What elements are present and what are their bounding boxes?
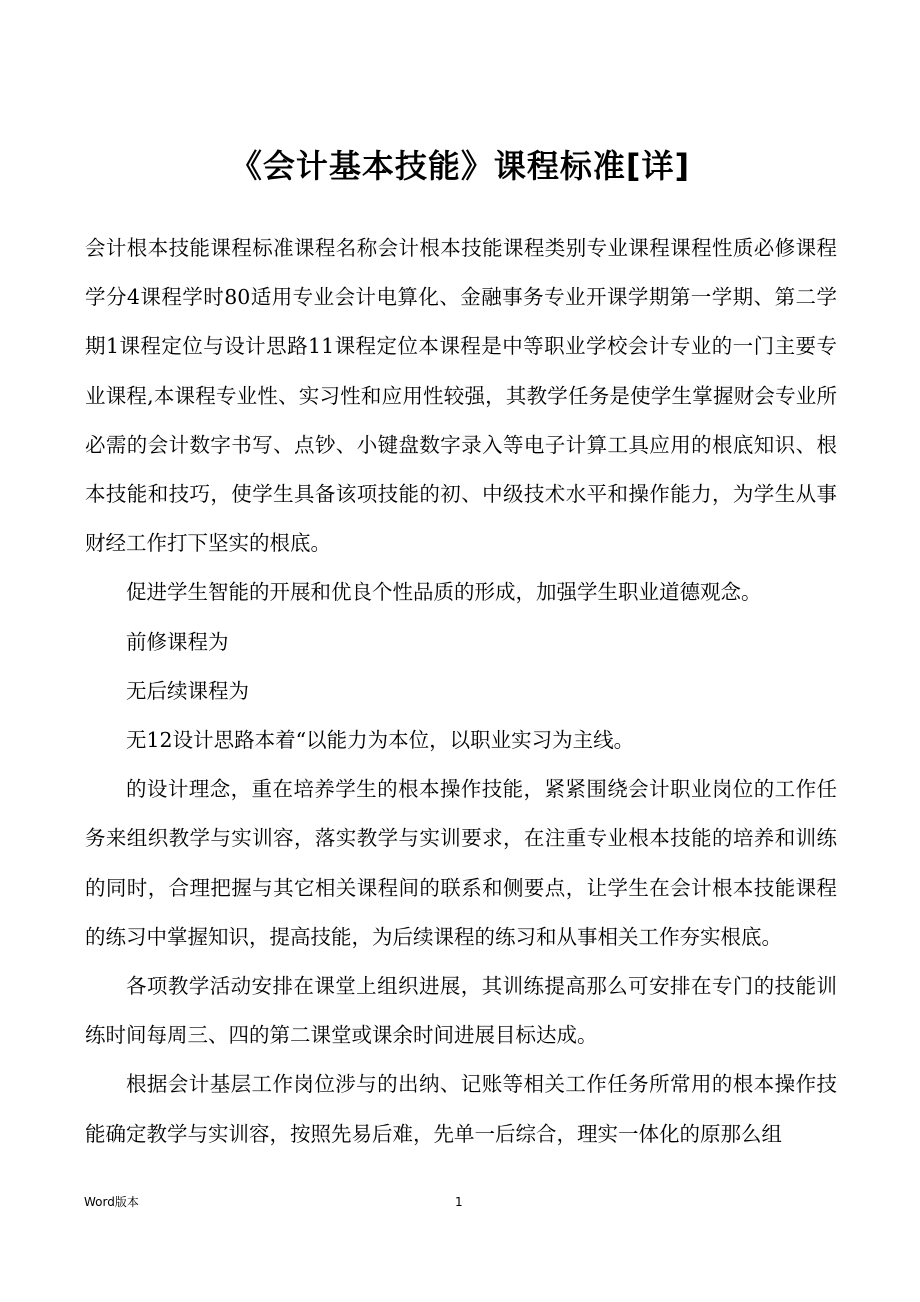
paragraph-follow-up: 无后续课程为 [126, 678, 249, 703]
paragraph-design-approach: 无12设计思路本着“以能力为本位，以职业实习为主线。 [126, 728, 635, 753]
footer-page-number: 1 [455, 1195, 463, 1209]
document-title: 《会计基本技能》课程标准[详] [229, 147, 691, 185]
paragraph-content-basis: 根据会计基层工作岗位涉与的出纳、记账等相关工作任务所常用的根本操作技能确定教学与实训容，按照先易后难，先单一后综合，理实一体化的原那么组 [85, 1072, 837, 1146]
document-body [85, 224, 837, 1159]
paragraph-activities: 各项教学活动安排在课堂上组织进展，其训练提高那么可安排在专门的技能训练时间每周三、四的第二课堂或课余时间进展目标达成。 [85, 974, 837, 1048]
paragraph-intro: 会计根本技能课程标准课程名称会计根本技能课程类别专业课程课程性质必修课程学分4课程学时80适用专业会计电算化、金融事务专业开课学期第一学期、第二学期1课程定位与设计思路11课程定位本课程是中等职业学校会计专业的一门主要专业课程,本课程专业性、实习性和应用性较强，其教学任务是使学生掌握财会专业所必需的会计数字书写、点钞、小键盘数字录入等电子计算工具应用的根底知识、根本技能和技巧，使学生具备该项技能的初、中级技术水平和操作能力，为学生从事财经工作打下坚实的根底。 [85, 236, 837, 556]
footer-word-version: Word版本 [84, 1195, 139, 1209]
paragraph-design-concept: 的设计理念，重在培养学生的根本操作技能，紧紧围绕会计职业岗位的工作任务来组织教学与实训容，落实教学与实训要求，在注重专业根本技能的培养和训练的同时，合理把握与其它相关课程间的联系和侧要点，让学生在会计根本技能课程的练习中掌握知识，提高技能，为后续课程的练习和从事相关工作夯实根底。 [85, 777, 837, 949]
paragraph-goal: 促进学生智能的开展和优良个性品质的形成，加强学生职业道德观念。 [126, 580, 762, 605]
paragraph-prerequisite: 前修课程为 [126, 629, 229, 654]
